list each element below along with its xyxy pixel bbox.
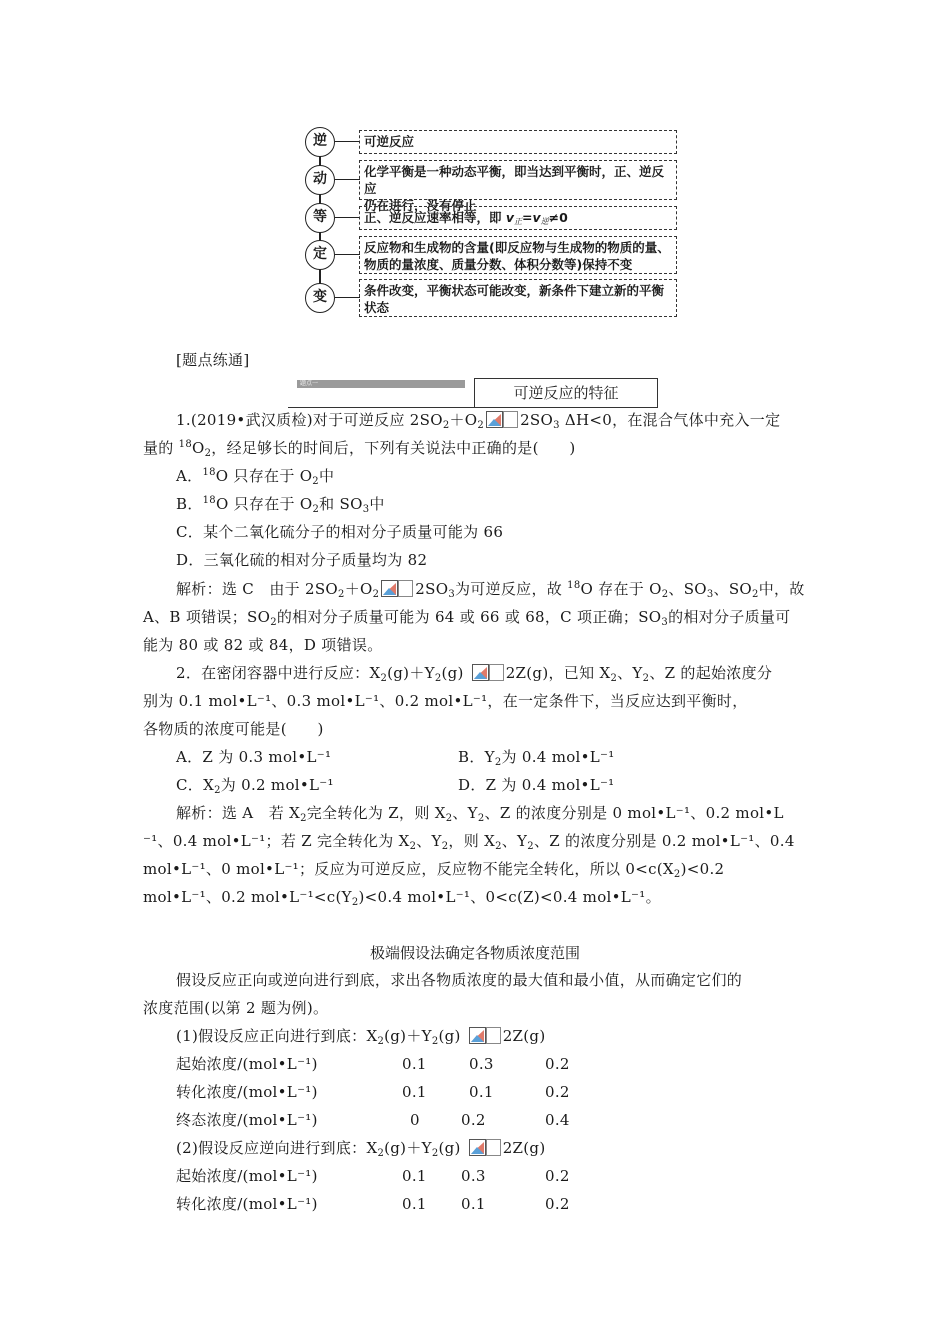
diagram-box-change bbox=[359, 279, 677, 317]
section-label: [题点练通] bbox=[176, 351, 250, 369]
row-label: 起始浓度/(mol•L⁻¹) bbox=[176, 1055, 318, 1073]
q1-option-d: D．三氧化硫的相对分子质量均为 82 bbox=[176, 551, 428, 569]
diagram-text: 正、逆反应速率相等，即 bbox=[364, 210, 502, 225]
q2-answer-line-1: 解析：选 A 若 $X_2$完全转化为 Z，则 $X_2$、$Y_2$、Z 的浓度分别是 0 mol•L⁻¹、0.2 mol•L bbox=[176, 804, 784, 824]
diagram-text: 物质的量浓度、质量分数、体积分数等)保持不变 bbox=[364, 257, 633, 272]
cell-z: 0.2 bbox=[545, 1167, 570, 1185]
equilibrium-arrow-icon bbox=[486, 411, 518, 428]
topic-tag: 题点一 bbox=[300, 380, 319, 387]
diagram-connector bbox=[335, 254, 360, 255]
q1-option-c: C．某个二氧化硫分子的相对分子质量可能为 66 bbox=[176, 523, 504, 541]
method-intro-2: 浓度范围(以第 2 题为例)。 bbox=[143, 999, 329, 1017]
cell-y: 0.1 bbox=[469, 1083, 494, 1101]
q2-answer-line-2: ⁻¹、0.4 mol•L⁻¹；若 Z 完全转化为 $X_2$、$Y_2$，则 $X_2$、$Y_2$、Z 的浓度分别是 0.2 mol•L⁻¹、0.4 bbox=[143, 832, 795, 852]
q2-line-1: 2．在密闭容器中进行反应：$X_2(g)+Y_2(g)$ 2Z(g)，已知 $X_2$、$Y_2$、Z 的起始浓度分 bbox=[176, 664, 773, 684]
diagram-node-dong: 动 bbox=[305, 165, 335, 195]
q2-answer-line-3: mol•L⁻¹、0 mol•L⁻¹；反应为可逆反应，反应物不能完全转化，所以 $0<c(X_2)<0.2$ bbox=[143, 860, 725, 880]
diagram-connector bbox=[335, 217, 360, 218]
equilibrium-arrow-icon bbox=[381, 580, 413, 597]
diagram-connector bbox=[335, 141, 360, 142]
cell-x: 0.1 bbox=[402, 1055, 427, 1073]
q2-line-2: 别为 0.1 mol•L⁻¹、0.3 mol•L⁻¹、0.2 mol•L⁻¹，在一定条件下，当反应达到平衡时， bbox=[143, 692, 748, 710]
diagram-box-constant bbox=[359, 236, 677, 274]
cell-y: 0.3 bbox=[469, 1055, 494, 1073]
cell-y: 0.1 bbox=[461, 1195, 486, 1213]
q2-option-d: D．Z 为 0.4 mol•L⁻¹ bbox=[458, 776, 615, 794]
case1-heading: (1)假设反应正向进行到底：$X_2(g)+Y_2(g)$ 2Z(g) bbox=[176, 1027, 546, 1047]
topic-tag-bar bbox=[297, 380, 465, 388]
row-label: 转化浓度/(mol•L⁻¹) bbox=[176, 1083, 318, 1101]
q2-line-3: 各物质的浓度可能是( ) bbox=[143, 720, 324, 738]
q1-answer-line-1: 解析：选 C 由于 $2SO_2+O_2$ $2SO_3$为可逆反应，故 $^{18}$O 存在于 $O_2$、$SO_3$、$SO_2$中，故 bbox=[176, 580, 805, 600]
diagram-node-bian: 变 bbox=[305, 283, 335, 313]
diagram-text: 反应物和生成物的含量(即反应物与生成物的物质的量、 bbox=[364, 240, 670, 255]
q1-line-2: 量的 $^{18}O_2$，经足够长的时间后，下列有关说法中正确的是( ) bbox=[143, 439, 576, 459]
row-label: 终态浓度/(mol•L⁻¹) bbox=[176, 1111, 318, 1129]
diagram-box-dynamic bbox=[359, 160, 677, 213]
row-label: 转化浓度/(mol•L⁻¹) bbox=[176, 1195, 318, 1213]
diagram-connector bbox=[335, 297, 360, 298]
diagram-text: 化学平衡是一种动态平衡，即当达到平衡时，正、逆反应 bbox=[364, 164, 665, 196]
topic-title: 可逆反应的特征 bbox=[474, 378, 658, 408]
cell-x: 0.1 bbox=[402, 1195, 427, 1213]
topic-underline bbox=[288, 407, 658, 408]
diagram-text: 仍在进行，没有停止 bbox=[364, 198, 477, 213]
q2-option-b: B．$Y_2$为 0.4 mol•L⁻¹ bbox=[458, 748, 615, 768]
cell-y: 0.3 bbox=[461, 1167, 486, 1185]
equilibrium-arrow-icon bbox=[469, 1027, 501, 1044]
diagram-text: 条件改变，平衡状态可能改变，新条件下建立新的平衡 bbox=[364, 283, 665, 298]
q1-option-b: B．$^{18}$O 只存在于 $O_2$和 $SO_3$中 bbox=[176, 495, 385, 515]
rate-equation: v正=v逆≠0 bbox=[505, 210, 568, 226]
q1-answer-line-2: A、B 项错误；$SO_2$的相对分子质量可能为 64 或 66 或 68，C 项正确；$SO_3$的相对分子质量可 bbox=[143, 608, 791, 628]
cell-z: 0.2 bbox=[545, 1055, 570, 1073]
q1-option-a: A．$^{18}$O 只存在于 $O_2$中 bbox=[176, 467, 335, 487]
equilibrium-arrow-icon bbox=[469, 1139, 501, 1156]
diagram-node-deng: 等 bbox=[305, 203, 335, 233]
method-title: 极端假设法确定各物质浓度范围 bbox=[369, 944, 580, 962]
case2-heading: (2)假设反应逆向进行到底：$X_2(g)+Y_2(g)$ 2Z(g) bbox=[176, 1139, 546, 1159]
q2-option-c: C．$X_2$为 0.2 mol•L⁻¹ bbox=[176, 776, 334, 796]
row-label: 起始浓度/(mol•L⁻¹) bbox=[176, 1167, 318, 1185]
cell-y: 0.2 bbox=[461, 1111, 486, 1129]
method-intro-1: 假设反应正向或逆向进行到底，求出各物质浓度的最大值和最小值，从而确定它们的 bbox=[176, 971, 743, 989]
cell-z: 0.2 bbox=[545, 1195, 570, 1213]
diagram-box-equal bbox=[359, 206, 677, 230]
diagram-box-reversible bbox=[359, 130, 677, 154]
cell-x: 0.1 bbox=[402, 1083, 427, 1101]
diagram-text: 状态 bbox=[364, 300, 390, 315]
diagram-node-ni: 逆 bbox=[305, 127, 335, 157]
q2-option-a: A．Z 为 0.3 mol•L⁻¹ bbox=[176, 748, 332, 766]
q2-answer-line-4: mol•L⁻¹、0.2 $mol•L^{-1}<c(Y_2)<0.4$ mol•L⁻¹、0<c(Z)<0.4 mol•L⁻¹。 bbox=[143, 888, 661, 908]
diagram-node-ding: 定 bbox=[305, 240, 335, 270]
q1-line-1: 1.(2019•武汉质检)对于可逆反应 $2SO_2+O_2$ $2SO_3$ ΔH<0，在混合气体中充入一定 bbox=[176, 411, 781, 431]
diagram-text: 可逆反应 bbox=[364, 134, 415, 149]
equilibrium-arrow-icon bbox=[472, 664, 504, 681]
diagram-connector bbox=[335, 179, 360, 180]
cell-z: 0.4 bbox=[545, 1111, 570, 1129]
cell-x: 0.1 bbox=[402, 1167, 427, 1185]
q1-answer-line-3: 能为 80 或 82 或 84，D 项错误。 bbox=[143, 636, 383, 654]
cell-x: 0 bbox=[410, 1111, 420, 1129]
cell-z: 0.2 bbox=[545, 1083, 570, 1101]
